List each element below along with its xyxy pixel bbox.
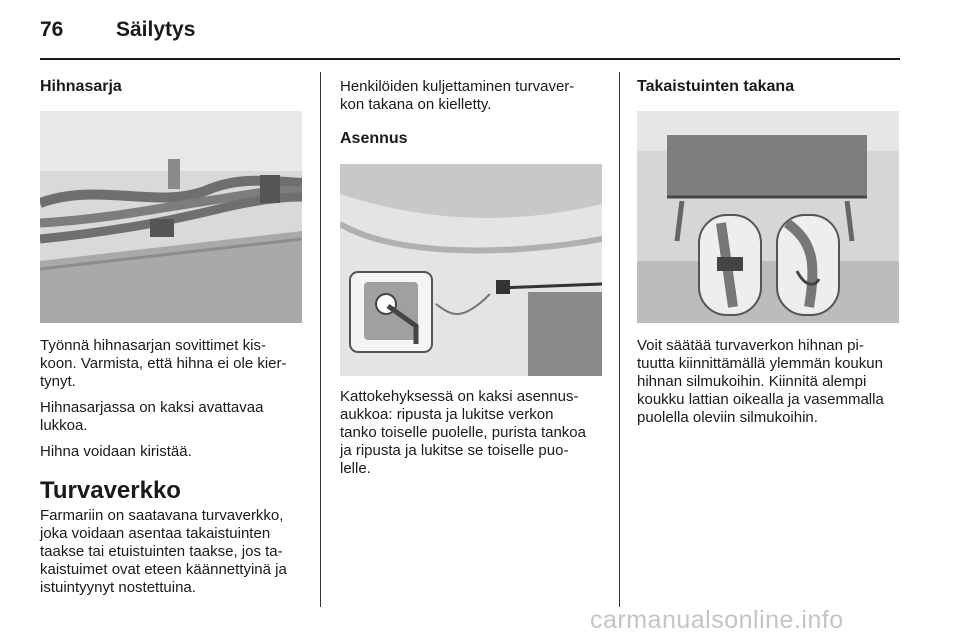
rear-seat-net-illustration xyxy=(637,111,899,323)
paragraph-safety-net: Farmariin on saatavana turvaverkko, joka voidaan asentaa takaistuinten taakse tai etuistuinten taakse, jos ta- kaistuimet ovat eteen käännettyinä ja istuintyynyt nostettuina. xyxy=(40,507,287,596)
header-rule xyxy=(40,58,900,60)
heading-strap-kit: Hihnasarja xyxy=(40,78,122,95)
page-header xyxy=(40,18,900,58)
heading-safety-net: Turvaverkko xyxy=(40,477,181,504)
paragraph-strap-3: Hihna voidaan kiristää. xyxy=(40,443,192,460)
paragraph-strap-2: Hihnasarjassa on kaksi avattavaa lukkoa. xyxy=(40,399,264,434)
column-divider-2 xyxy=(619,72,620,607)
column-divider-1 xyxy=(320,72,321,607)
heading-installation: Asennus xyxy=(340,130,408,147)
chapter-title: Säilytys xyxy=(116,18,196,41)
paragraph-installation: Kattokehyksessä on kaksi asennus- aukkoa: ripusta ja lukitse verkon tanko toiselle puolelle, purista tankoa ja ripusta ja lukitse se toiselle puo- lelle. xyxy=(340,388,586,477)
paragraph-adjust-strap: Voit säätää turvaverkon hihnan pi- tuutta kiinnittämällä ylemmän koukun hihnan silmukoihin. Kiinnitä alempi koukku lattian oikealla ja vasemmalla puolella oleviin silmukoihin. xyxy=(637,337,884,426)
column-2 xyxy=(340,70,606,478)
strap-kit-illustration xyxy=(40,111,302,323)
page-number: 76 xyxy=(40,18,64,41)
paragraph-strap-1: Työnnä hihnasarjan sovittimet kis- koon. Varmista, että hihna ei ole kier- tynyt. xyxy=(40,337,287,390)
watermark: carmanualsonline.info xyxy=(590,606,844,634)
paragraph-passenger-warning: Henkilöiden kuljettaminen turvaver- kon takana on kielletty. xyxy=(340,78,575,113)
column-1 xyxy=(40,70,306,597)
installation-illustration xyxy=(340,164,602,376)
column-3 xyxy=(637,70,903,427)
heading-behind-rear-seats: Takaistuinten takana xyxy=(637,78,795,95)
